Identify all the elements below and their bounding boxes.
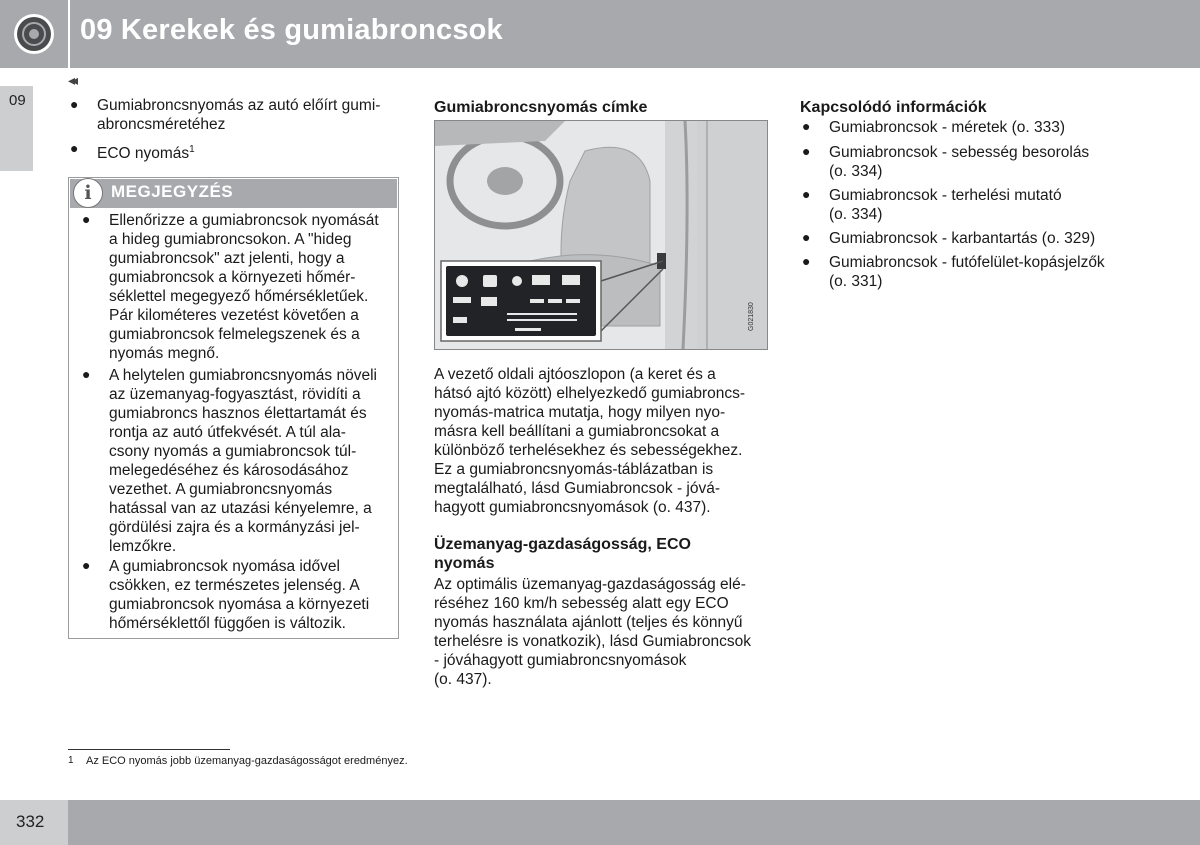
note-item: A gumiabroncsok nyomása idővel csökken, ez természetes jelenség. A gumiabroncsok nyomása a környezeti hőmérséklettől függően is változik. [109,558,370,632]
section-heading-pressure-label: Gumiabroncsnyomás címke [434,99,648,116]
info-icon: i [73,178,103,208]
bullet-dot: ● [82,557,91,573]
bullet-dot: ● [802,229,811,245]
bullet-dot: ● [802,118,811,134]
side-tab-label: 09 [9,92,26,109]
tire-icon [0,0,68,68]
bullet-dot: ● [82,366,91,382]
bullet-dot: ● [70,140,79,156]
footnote-ref[interactable]: 1 [189,144,195,155]
footnote-number: 1 [68,755,74,766]
paragraph-eco: Az optimális üzemanyag-gazdaságosság elé- réséhez 160 km/h sebesség alatt egy ECO nyomás használata ajánlott (teljes és könnyű terhelésre is vonatkozik), lásd Gumiabroncsok - jóváhagyott gumiabroncsnyomások (o. 437). [434,576,752,688]
bullet-dot: ● [70,96,79,112]
related-link[interactable]: Gumiabroncsok - futófelület-kopásjelzők (o. 331) [829,254,1105,290]
related-link[interactable]: Gumiabroncsok - méretek (o. 333) [829,119,1066,136]
related-info-heading: Kapcsolódó információk [800,99,987,116]
list-item [97,140,195,163]
list-item-text: ECO nyomás [97,145,190,163]
bullet-dot: ● [802,253,811,269]
bullet-dot: ● [82,211,91,227]
bullet-dot: ● [802,186,811,202]
back-arrows-icon[interactable]: ◂◂ [68,72,75,88]
car-interior-illustration [435,121,767,349]
related-link[interactable]: Gumiabroncsok - terhelési mutató (o. 334) [829,187,1062,223]
bullet-dot: ● [802,143,811,159]
page-footer [0,800,1200,845]
note-item: A helytelen gumiabroncsnyomás növeli az üzemanyag-fogyasztást, rövidíti a gumiabroncs hasznos élettartamát és rontja az autó útfekvését. A túl ala- csony nyomás a gumiabroncsok túl- melegedéséhez és károsodásához vezethet. A gumiabroncsnyomás hatással van az utazási kényelemre, a gördülési zajra és a kormányzási jel- lemzőkre. [109,367,377,555]
image-code: G021830 [748,302,755,331]
page-number: 332 [16,812,45,831]
door-pillar-sticker-image [434,120,768,350]
header-separator [68,0,70,68]
chapter-side-tab [0,86,33,171]
footnote-text: Az ECO nyomás jobb üzemanyag-gazdaságosságot eredményez. [86,755,408,767]
note-item: Ellenőrizze a gumiabroncsok nyomását a hideg gumiabroncsokon. A "hideg gumiabroncsok" azt jelenti, hogy a gumiabroncsok a környezeti hőmér- séklettel megegyező hőmérsékletűek. Pár kilométeres vezetést követően a gumiabroncsok felmelegszenek és a nyomás megnő. [109,212,379,362]
related-link[interactable]: Gumiabroncsok - karbantartás (o. 329) [829,230,1096,247]
note-title: MEGJEGYZÉS [111,182,234,201]
paragraph-pressure-label: A vezető oldali ajtóoszlopon (a keret és a hátsó ajtó között) elhelyezkedő gumiabroncs- nyomás-matrica mutatja, hogy milyen nyo- másra kell beállítani a gumiabroncsokat a különböző terhelésekhez és sebességekhez. Ez a gumiabroncsnyomás-táblázatban is megtalálható, lásd Gumiabroncsok - jóvá- hagyott gumiabroncsnyomások (o. 437). [434,366,746,516]
chapter-icon-box [0,0,68,68]
chapter-title: 09 Kerekek és gumiabroncsok [80,14,503,46]
footnote-rule [68,749,230,750]
related-link[interactable]: Gumiabroncsok - sebesség besorolás (o. 334) [829,144,1090,180]
section-heading-eco: Üzemanyag-gazdaságosság, ECO nyomás [434,536,691,572]
list-item: Gumiabroncsnyomás az autó előírt gumi- abroncsméretéhez [97,97,381,133]
